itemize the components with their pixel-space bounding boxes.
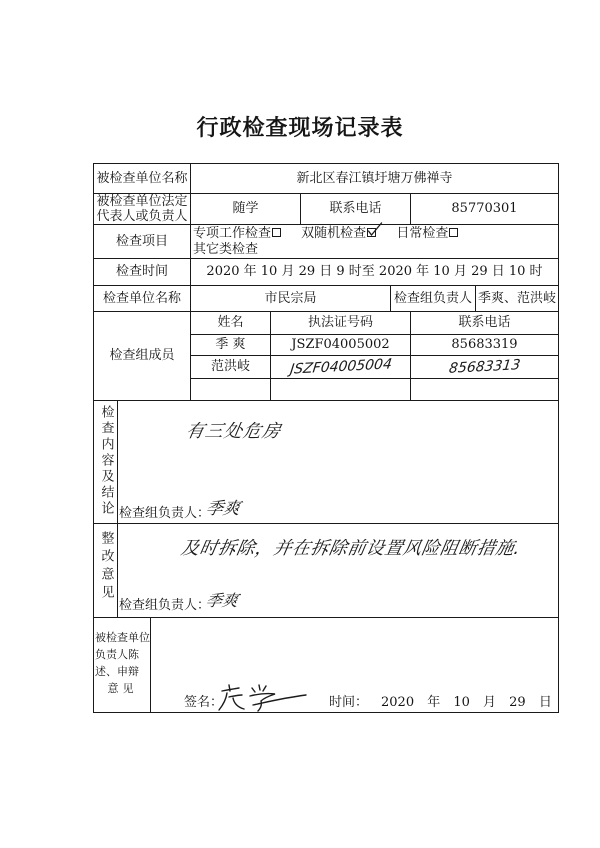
- statement-label-line-2: 负责人陈: [95, 648, 139, 661]
- inspected-unit-value: 新北区春江镇圩塘万佛禅寺: [190, 163, 559, 194]
- rectification-signer-label: 检查组负责人：: [119, 598, 211, 613]
- inspection-items-options: [190, 224, 559, 259]
- member-2-phone-cell: [410, 355, 559, 379]
- statement-label-line-1: 被检查单位: [95, 631, 150, 644]
- rectification-handwritten-text: 及时拆除，并在拆除前设置风险阻断措施.: [179, 538, 523, 559]
- member-3-phone-empty: [410, 378, 559, 401]
- option-special-work: [193, 226, 281, 242]
- option-label: 专项工作检查: [193, 226, 272, 241]
- checkbox: [367, 228, 376, 237]
- team-leader-value: 季爽、范洪岐: [475, 285, 559, 312]
- legal-rep-name: 随学: [190, 193, 301, 225]
- options-line-1: [193, 226, 558, 242]
- legal-rep-phone: 85770301: [410, 193, 559, 225]
- content-signer-label: 检查组负责人：: [119, 506, 211, 521]
- option-double-random: [301, 226, 376, 242]
- content-cell: [117, 400, 559, 524]
- option-other: 其它类检查: [193, 242, 259, 257]
- content-signature: 季爽: [204, 499, 242, 519]
- statement-label-line-4: 意见: [107, 682, 138, 695]
- inspection-record-form: [93, 163, 559, 713]
- option-label: 日常检查: [396, 226, 449, 241]
- check-mark-icon: [367, 220, 383, 236]
- document-title: 行政检查现场记录表: [196, 115, 404, 141]
- member-1-phone: 85683319: [410, 334, 559, 356]
- member-2-cert-cell: [270, 355, 411, 379]
- member-2-cert-handwritten: JSZF04005004: [288, 356, 393, 378]
- statement-signature-scribble: [217, 682, 309, 712]
- legal-rep-label-line-1: 被检查单位法定: [96, 194, 188, 209]
- members-label: 检查组成员: [93, 311, 191, 401]
- member-2-phone-handwritten: 85683313: [447, 357, 522, 377]
- inspection-unit-label: 检查单位名称: [93, 285, 191, 312]
- rectification-signature: 季爽: [204, 591, 240, 610]
- legal-rep-label: [93, 193, 191, 225]
- member-1-cert: JSZF04005002: [270, 334, 411, 356]
- option-label: 双随机检查: [301, 226, 367, 241]
- content-label-cell: [93, 400, 118, 524]
- team-leader-label: 检查组负责人: [390, 285, 476, 312]
- member-3-name-empty: [190, 378, 271, 401]
- statement-time-label: 时间：: [329, 695, 369, 710]
- statement-date: 2020 年 10 月 29 日: [381, 695, 552, 710]
- inspection-unit-value: 市民宗局: [190, 285, 391, 312]
- checkbox: [272, 228, 281, 237]
- member-3-cert-empty: [270, 378, 411, 401]
- inspection-items-label: 检查项目: [93, 224, 191, 259]
- statement-sign-label: 签名：: [184, 695, 224, 710]
- checkbox: [449, 228, 458, 237]
- content-label: 检查内容及结论: [98, 405, 114, 517]
- members-header-name: 姓名: [190, 311, 271, 335]
- legal-rep-phone-label: 联系电话: [300, 193, 411, 225]
- members-header-cert: 执法证号码: [270, 311, 411, 335]
- members-header-phone: 联系电话: [410, 311, 559, 335]
- statement-label-line-3: 述、申辩: [95, 665, 139, 678]
- rectification-label: 整改意见: [98, 531, 114, 603]
- statement-cell: [150, 617, 559, 713]
- inspected-unit-label: 被检查单位名称: [93, 163, 191, 194]
- member-2-name: 范洪岐: [190, 355, 271, 379]
- inspection-time-value: 2020 年 10 月 29 日 9 时至 2020 年 10 月 29 日 10 时: [190, 258, 559, 286]
- rectification-label-cell: [93, 523, 118, 618]
- statement-label: [93, 617, 151, 713]
- option-routine: [396, 226, 458, 242]
- legal-rep-label-line-2: 代表人或负责人: [96, 209, 188, 224]
- rectification-cell: [117, 523, 559, 618]
- content-handwritten-text: 有三处危房: [184, 421, 283, 442]
- inspection-time-label: 检查时间: [93, 258, 191, 286]
- member-1-name: 季 爽: [190, 334, 271, 356]
